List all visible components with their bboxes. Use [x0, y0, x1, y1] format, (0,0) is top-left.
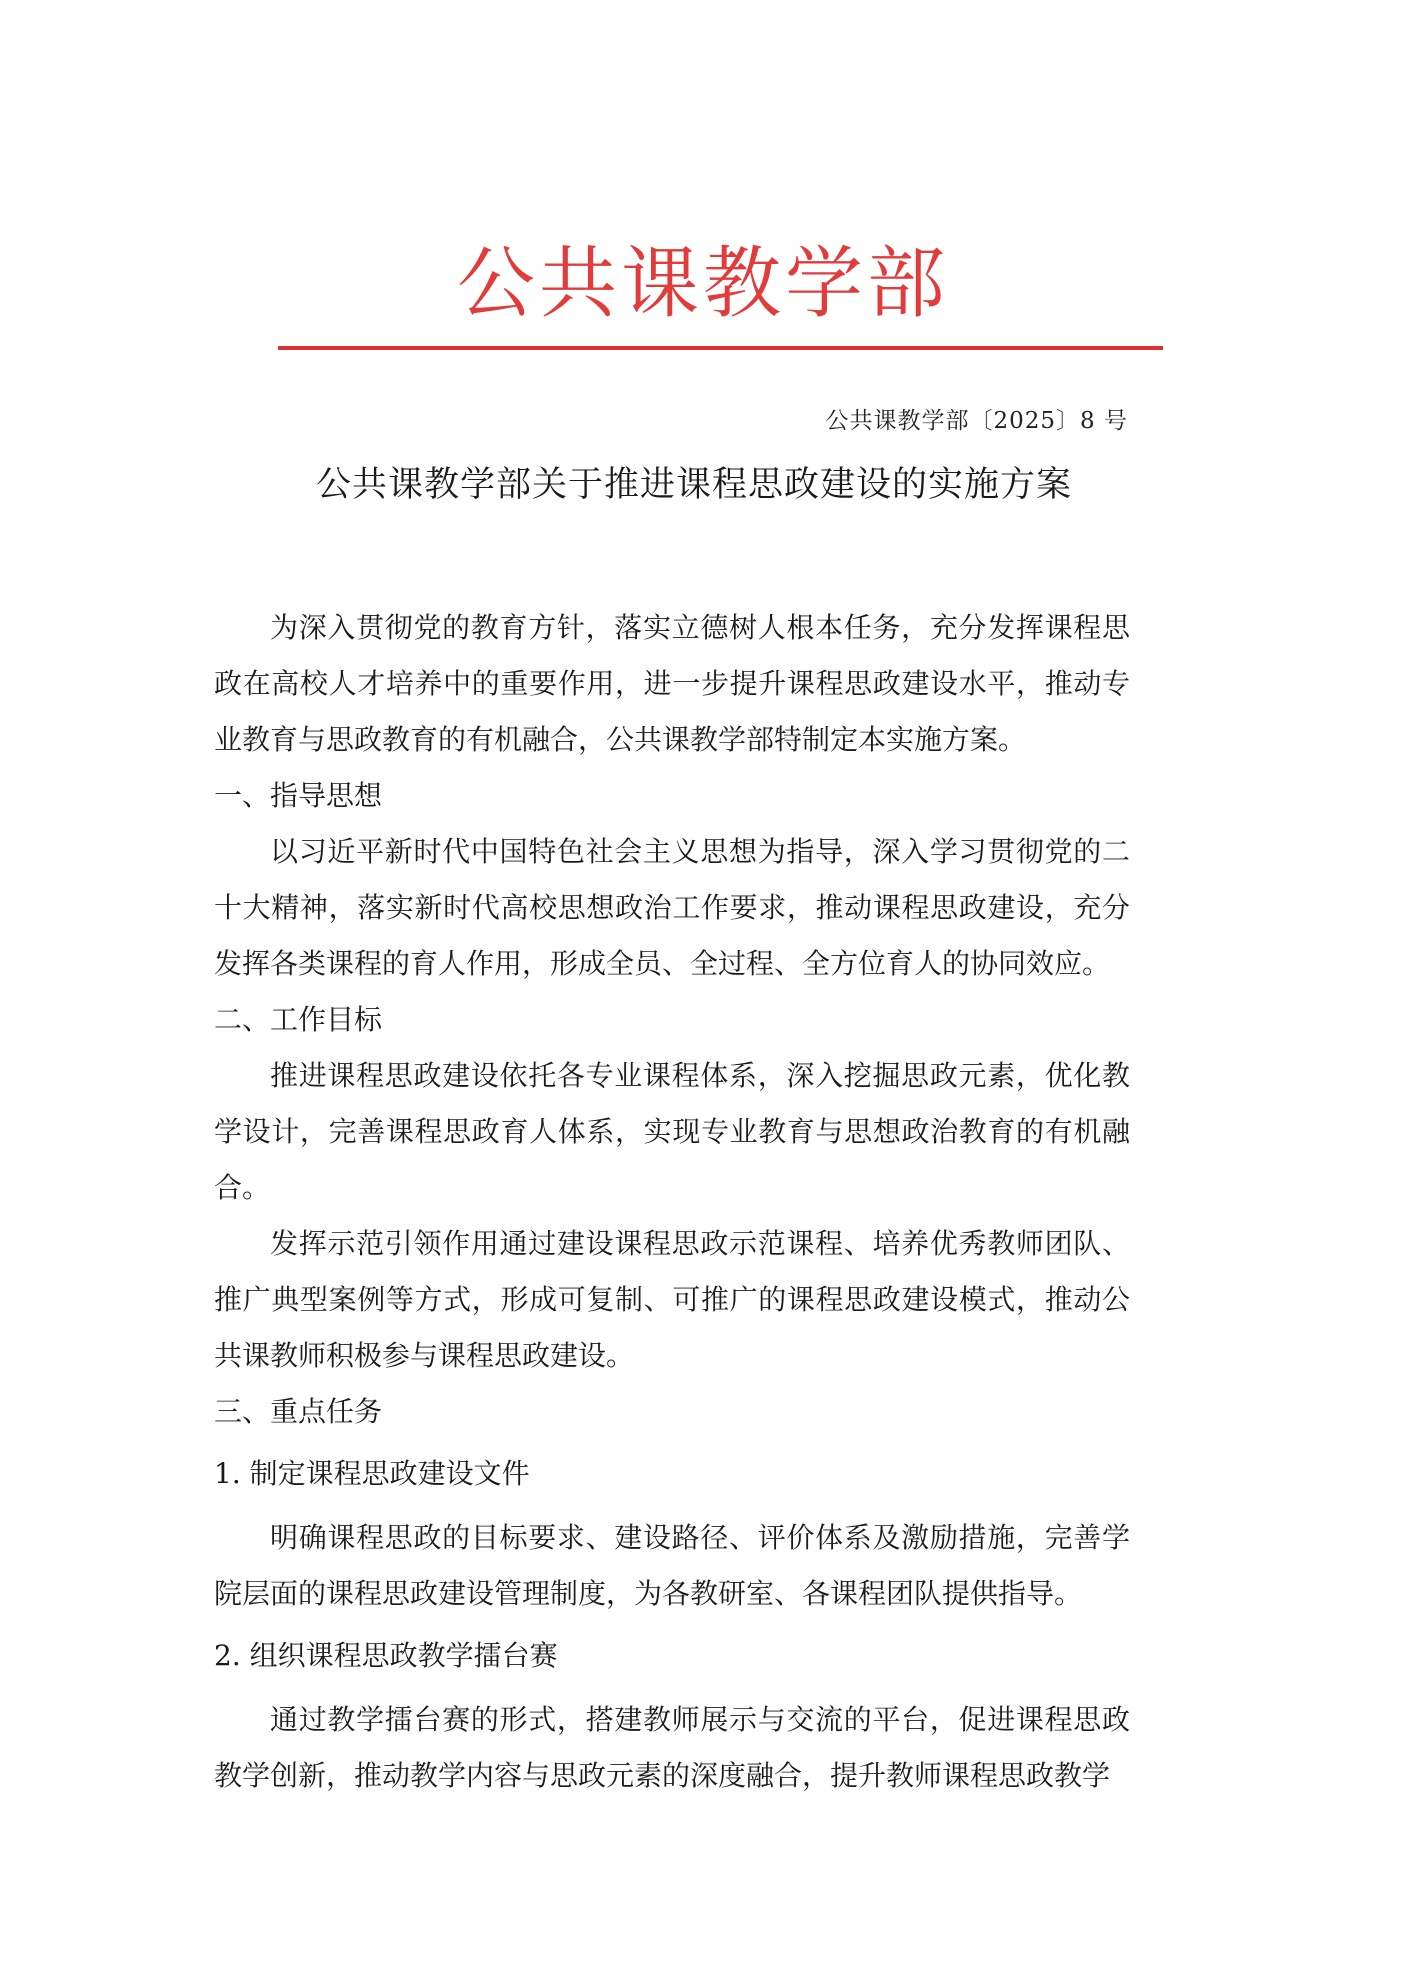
section-paragraph: 发挥示范引领作用通过建设课程思政示范课程、培养优秀教师团队、推广典型案例等方式，形成可复制、可推广的课程思政建设模式，推动公共课教师积极参与课程思政建设。 — [214, 1227, 1130, 1372]
intro-paragraph: 为深入贯彻党的教育方针，落实立德树人根本任务，充分发挥课程思政在高校人才培养中的重要作用，进一步提升课程思政建设水平，推动专业教育与思政教育的有机融合，公共课教学部特制定本实施方案。 — [214, 611, 1130, 756]
document-number: 公共课教学部〔2025〕8 号 — [825, 408, 1128, 434]
document-title: 公共课教学部关于推进课程思政建设的实施方案 — [315, 465, 1072, 505]
letterhead-red-rule — [278, 346, 1163, 350]
section-heading: 二、工作目标 — [214, 1003, 383, 1036]
section-heading: 三、重点任务 — [214, 1395, 383, 1428]
section-paragraph: 以习近平新时代中国特色社会主义思想为指导，深入学习贯彻党的二十大精神，落实新时代高校思想政治工作要求，推动课程思政建设，充分发挥各类课程的育人作用，形成全员、全过程、全方位育人的协同效应。 — [214, 835, 1130, 980]
section-paragraph: 推进课程思政建设依托各专业课程体系，深入挖掘思政元素，优化教学设计，完善课程思政育人体系，实现专业教育与思想政治教育的有机融合。 — [214, 1059, 1130, 1204]
task-item-text: 通过教学擂台赛的形式，搭建教师展示与交流的平台，促进课程思政教学创新，推动教学内容与思政元素的深度融合，提升教师课程思政教学 — [214, 1703, 1130, 1792]
letterhead-title: 公共课教学部 — [456, 239, 949, 329]
section-heading: 一、指导思想 — [214, 779, 383, 812]
task-item-title: 1. 制定课程思政建设文件 — [214, 1457, 530, 1490]
task-item-text: 明确课程思政的目标要求、建设路径、评价体系及激励措施，完善学院层面的课程思政建设管理制度，为各教研室、各课程团队提供指导。 — [214, 1521, 1130, 1610]
document-body — [214, 600, 1130, 1804]
task-item-title: 2. 组织课程思政教学擂台赛 — [214, 1639, 558, 1672]
